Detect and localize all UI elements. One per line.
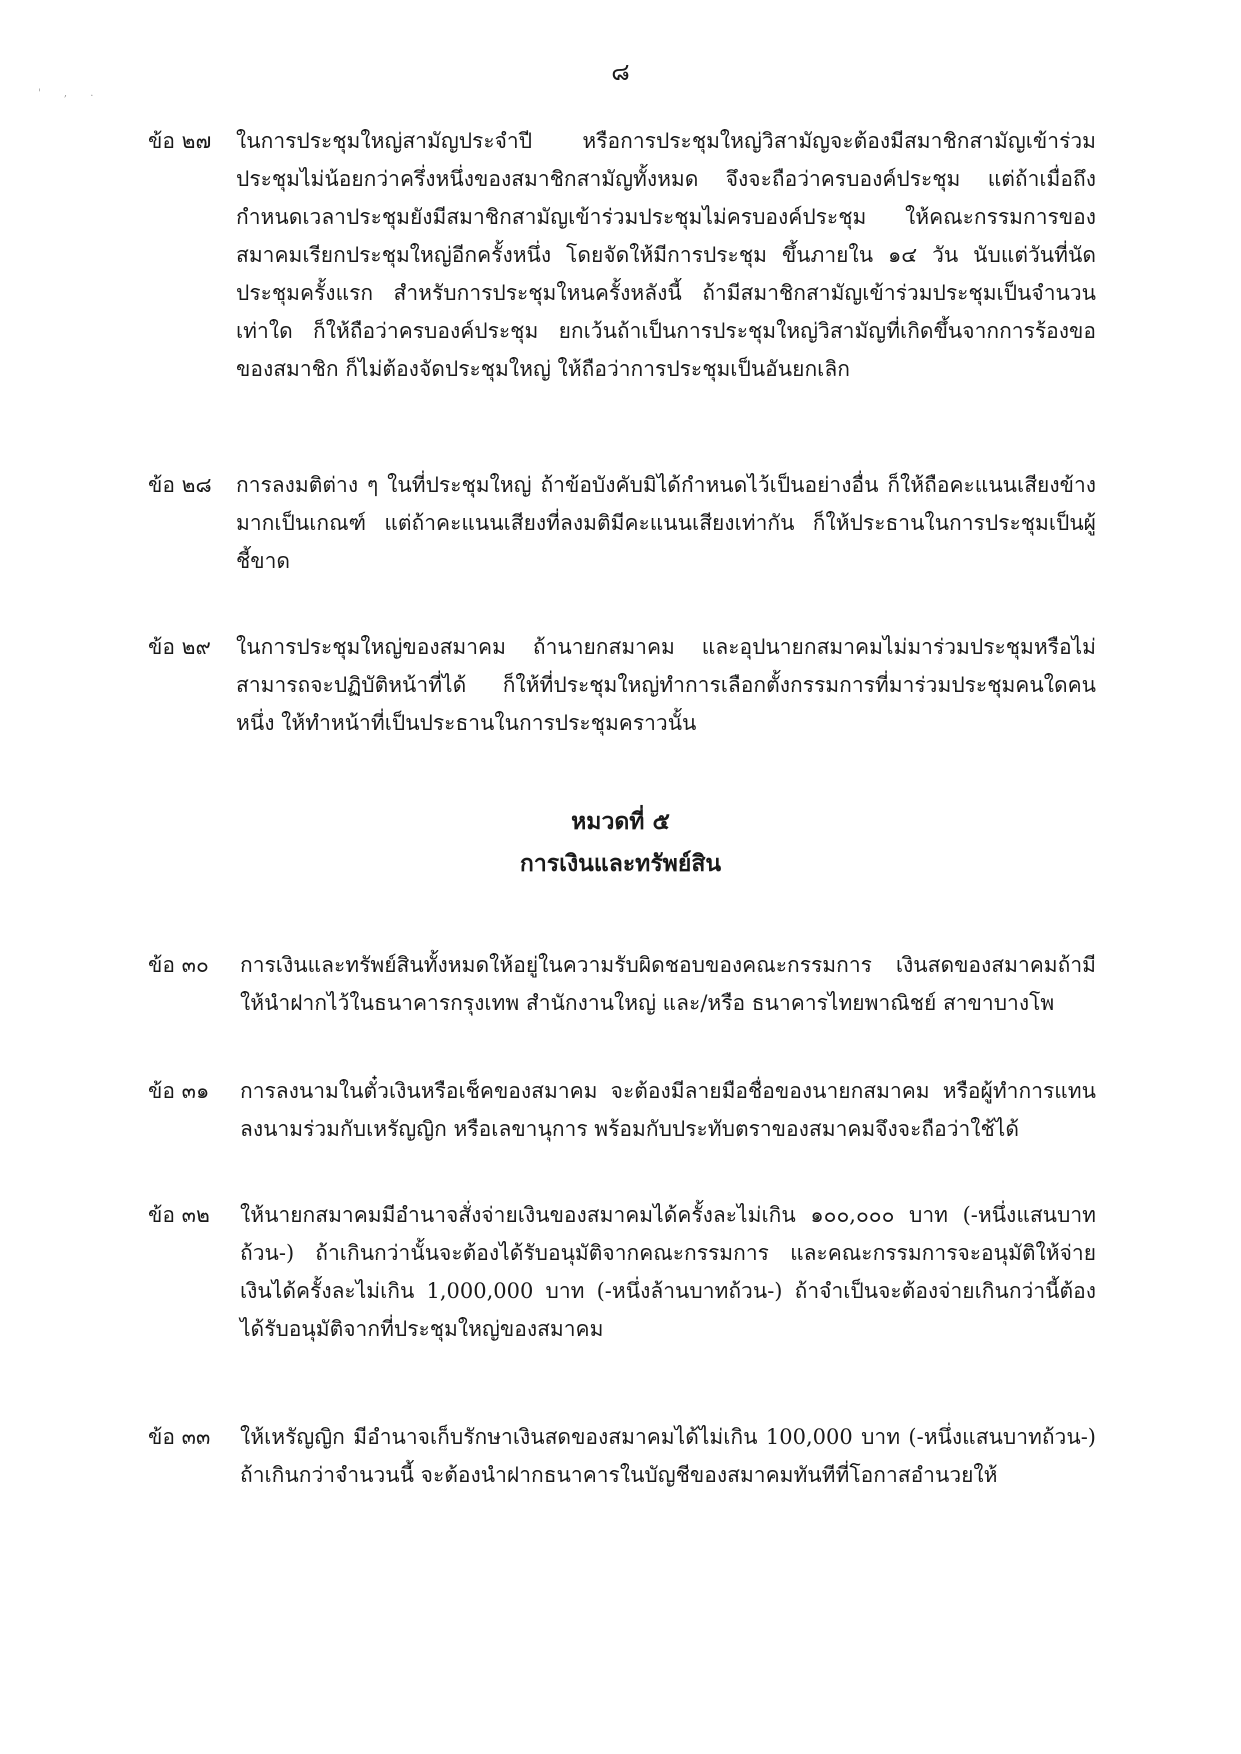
clause-label: ข้อ ๓๒	[148, 1203, 210, 1227]
clause-32	[148, 1196, 1096, 1348]
chapter-number: หมวดที่ ๕	[571, 808, 670, 835]
clause-label: ข้อ ๓๑	[148, 1079, 210, 1103]
clause-text: การเงินและทรัพย์สินทั้งหมดให้อยู่ในความรับผิดชอบของคณะกรรมการ เงินสดของสมาคมถ้ามีให้นำฝากไว้ในธนาคารกรุงเทพ สำนักงานใหญ่ และ/หรือ ธนาคารไทยพาณิชย์ สาขาบางโพ	[240, 953, 1096, 1015]
clause-text: ให้เหรัญญิก มีอำนาจเก็บรักษาเงินสดของสมาคมได้ไม่เกิน 100,000 บาท (-หนึ่งแสนบาทถ้วน-) ถ้าเกินกว่าจำนวนนี้ จะต้องนำฝากธนาคารในบัญชีของสมาคมทันทีที่โอกาสอำนวยให้	[240, 1425, 1096, 1487]
clause-label: ข้อ ๓๐	[148, 953, 209, 977]
clause-label: ข้อ ๓๓	[148, 1425, 211, 1449]
clause-text: การลงมติต่าง ๆ ในที่ประชุมใหญ่ ถ้าข้อบังคับมิได้กำหนดไว้เป็นอย่างอื่น ก็ให้ถือคะแนนเสียงข้างมากเป็นเกณฑ์ แต่ถ้าคะแนนเสียงที่ลงมติมีคะแนนเสียงเท่ากัน ก็ให้ประธานในการประชุมเป็นผู้ชี้ขาด	[236, 473, 1096, 573]
clause-text: การลงนามในตั๋วเงินหรือเช็คของสมาคม จะต้องมีลายมือชื่อของนายกสมาคม หรือผู้ทำการแทนลงนามร่วมกับเหรัญญิก หรือเลขานุการ พร้อมกับประทับตราของสมาคมจึงจะถือว่าใช้ได้	[240, 1079, 1096, 1141]
clause-label: ข้อ ๒๙	[148, 635, 211, 659]
clause-text: ในการประชุมใหญ่ของสมาคม ถ้านายกสมาคม และอุปนายกสมาคมไม่มาร่วมประชุมหรือไม่สามารถจะปฏิบัติหน้าที่ได้ ก็ให้ที่ประชุมใหญ่ทำการเลือกตั้งกรรมการที่มาร่วมประชุมคนใดคนหนึ่ง ให้ทำหน้าที่เป็นประธานในการประชุมคราวนั้น	[236, 635, 1096, 735]
scan-mark: ' , .	[38, 88, 104, 99]
clause-text: ในการประชุมใหญ่สามัญประจำปี หรือการประชุมใหญ่วิสามัญจะต้องมีสมาชิกสามัญเข้าร่วมประชุมไม่น้อยกว่าครึ่งหนึ่งของสมาชิกสามัญทั้งหมด จึงจะถือว่าครบองค์ประชุม แต่ถ้าเมื่อถึงกำหนดเวลาประชุมยังมีสมาชิกสามัญเข้าร่วมประชุมไม่ครบองค์ประชุม ให้คณะกรรมการของสมาคมเรียกประชุมใหญ่อีกครั้งหนึ่ง โดยจัดให้มีการประชุม ขึ้นภายใน ๑๔ วัน นับแต่วันที่นัดประชุมครั้งแรก สำหรับการประชุมใหนครั้งหลังนี้ ถ้ามีสมาชิกสามัญเข้าร่วมประชุมเป็นจำนวนเท่าใด ก็ให้ถือว่าครบองค์ประชุม ยกเว้นถ้าเป็นการประชุมใหญ่วิสามัญที่เกิดขึ้นจากการร้องขอของสมาชิก ก็ไม่ต้องจัดประชุมใหญ่ ให้ถือว่าการประชุมเป็นอันยกเลิก	[236, 129, 1096, 381]
clause-29	[148, 628, 1096, 742]
chapter-title: การเงินและทรัพย์สิน	[519, 850, 722, 877]
clause-30	[148, 946, 1096, 1022]
clause-31	[148, 1072, 1096, 1148]
clause-33	[148, 1418, 1096, 1494]
clause-27	[148, 122, 1096, 388]
clause-label: ข้อ ๒๗	[148, 129, 212, 153]
clause-text: ให้นายกสมาคมมีอำนาจสั่งจ่ายเงินของสมาคมได้ครั้งละไม่เกิน ๑๐๐,๐๐๐ บาท (-หนึ่งแสนบาทถ้วน-) ถ้าเกินกว่านั้นจะต้องได้รับอนุมัติจากคณะกรรมการ และคณะกรรมการจะอนุมัติให้จ่ายเงินได้ครั้งละไม่เกิน 1,000,000 บาท (-หนึ่งล้านบาทถ้วน-) ถ้าจำเป็นจะต้องจ่ายเกินกว่านี้ต้องได้รับอนุมัติจากที่ประชุมใหญ่ของสมาคม	[240, 1203, 1096, 1341]
page-number: ๘	[611, 58, 630, 86]
clause-28	[148, 466, 1096, 580]
clause-label: ข้อ ๒๘	[148, 473, 212, 497]
